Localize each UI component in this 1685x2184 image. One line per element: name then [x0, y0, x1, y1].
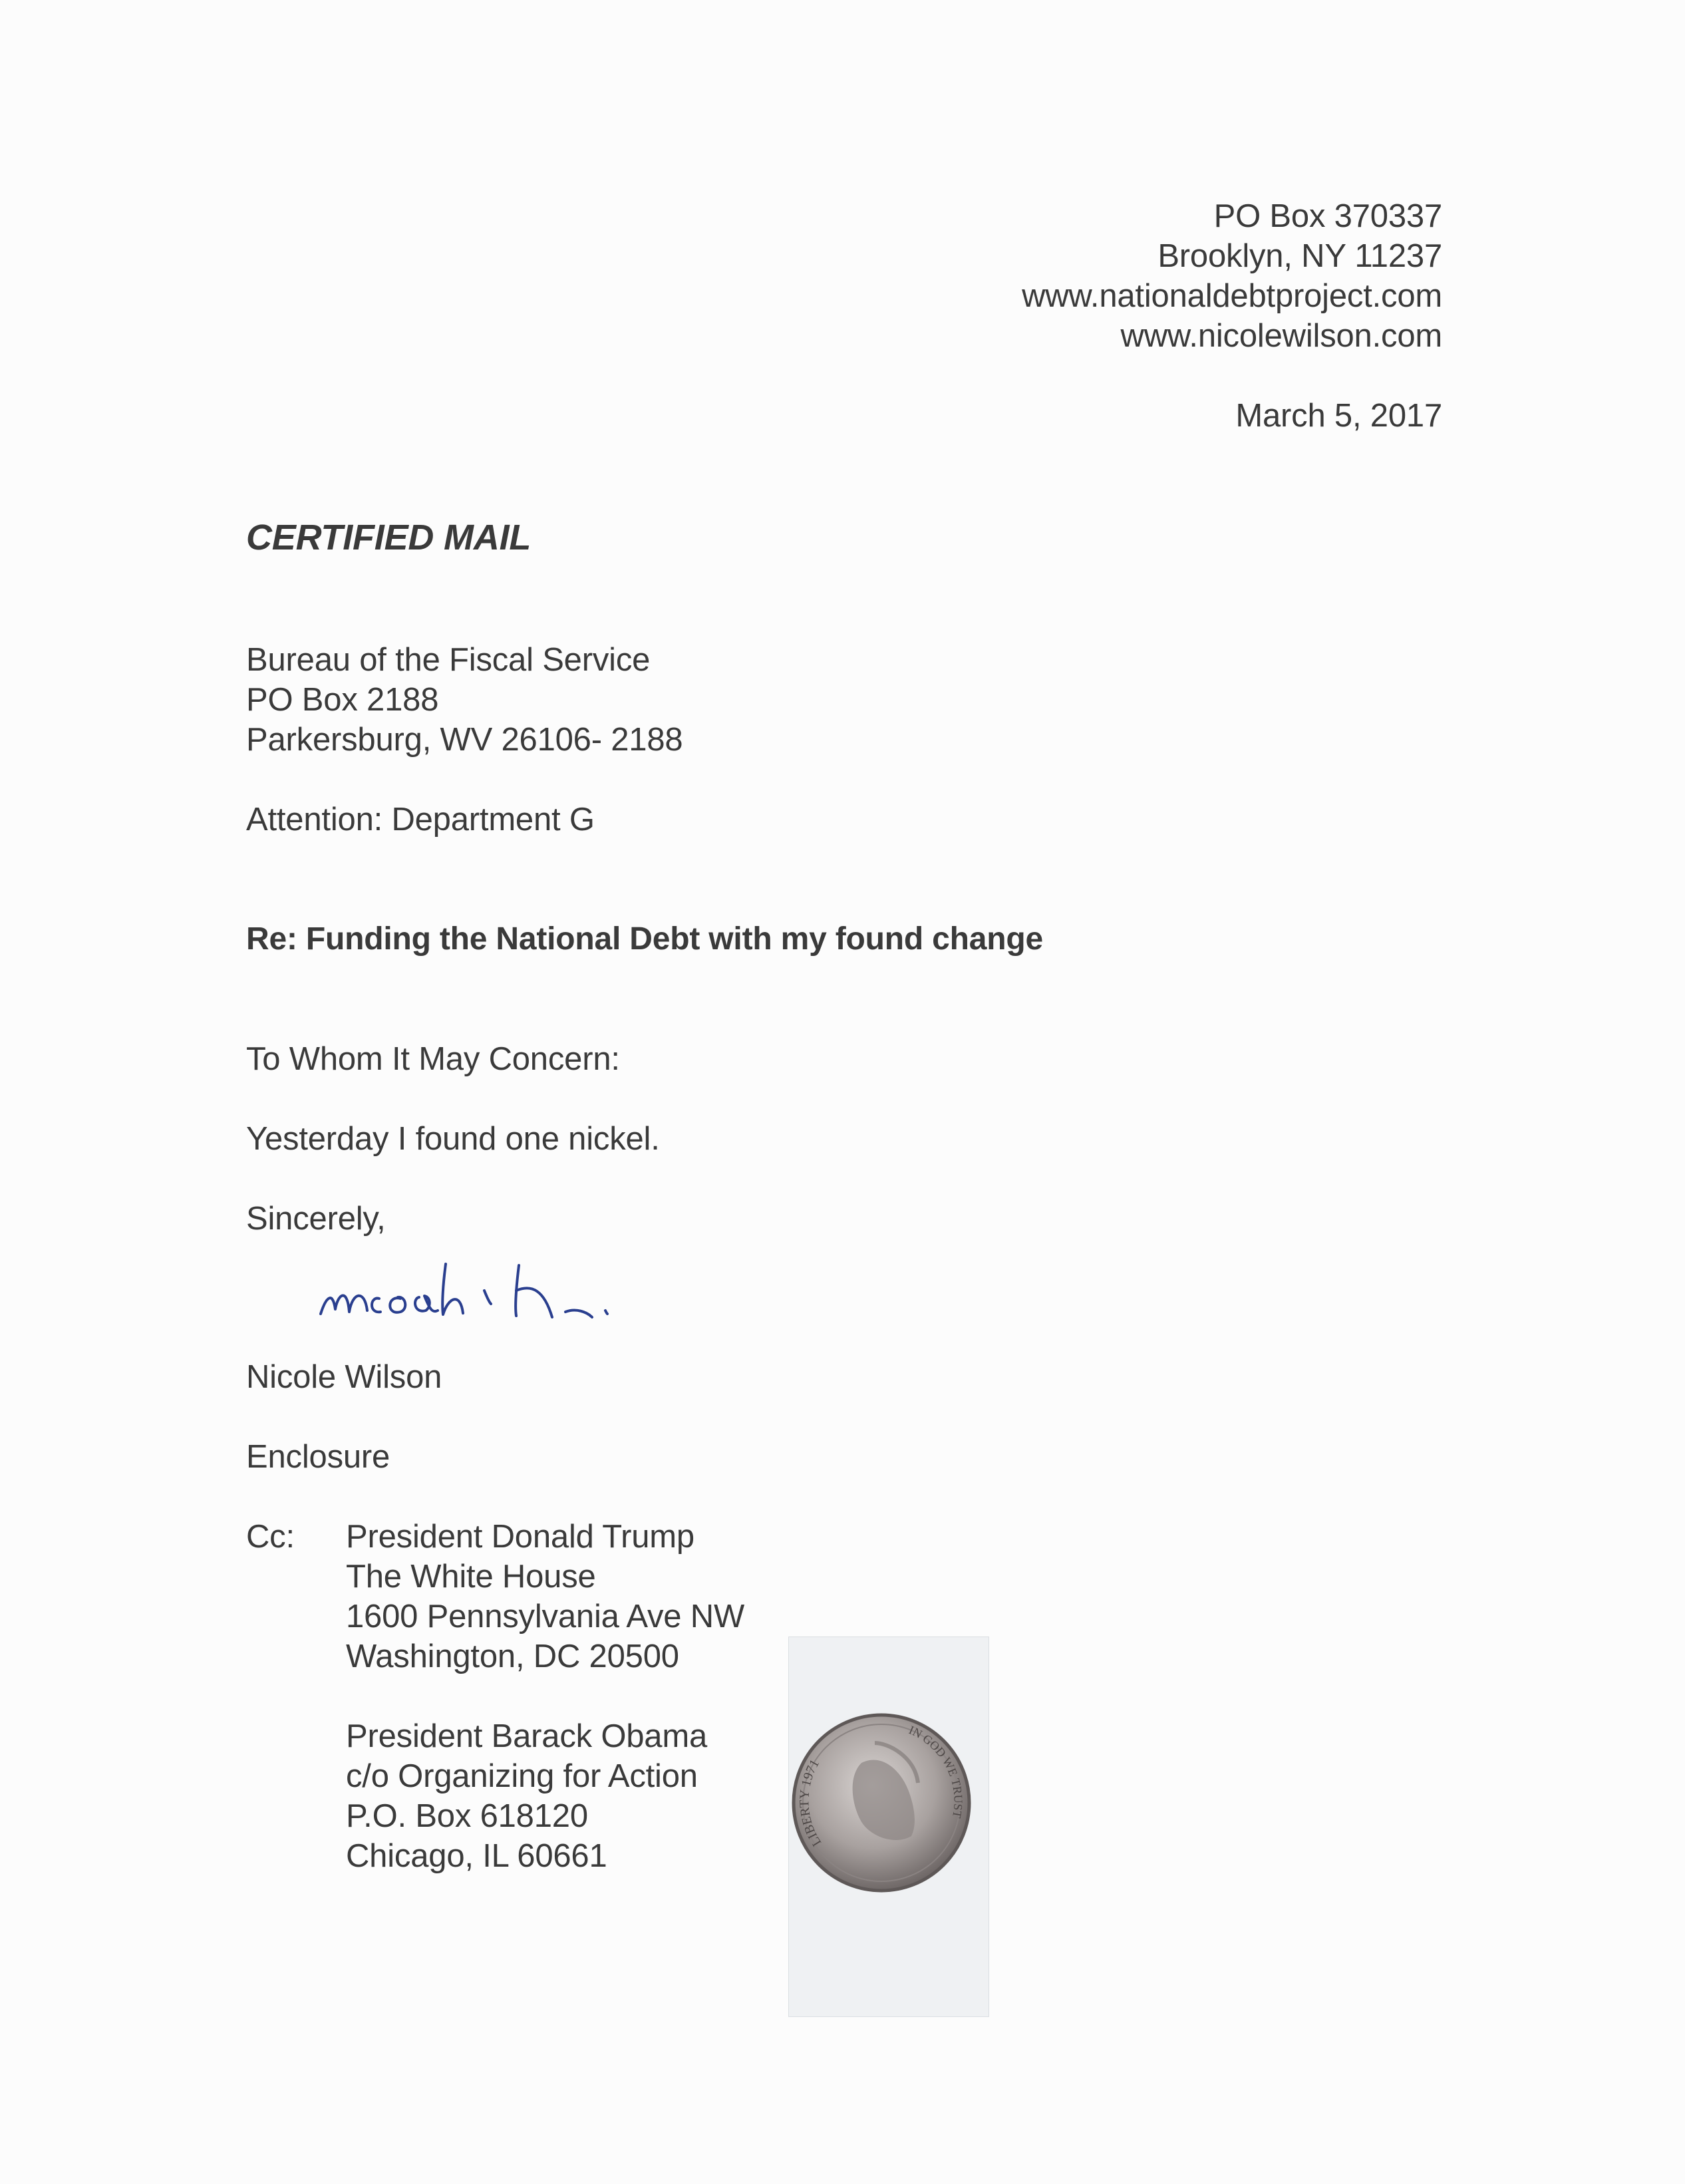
cc-recipient-2-line-4: Chicago, IL 60661: [346, 1838, 607, 1874]
subject-line: Re: Funding the National Debt with my found change: [246, 921, 1043, 957]
nickel-coin: [782, 1703, 981, 1903]
cc-recipient-1-line-1: President Donald Trump: [346, 1519, 694, 1555]
signature-strokes: [321, 1264, 607, 1317]
coin-inscription-right: IN GOD WE TRUST: [907, 1723, 965, 1819]
recipient-po-box: PO Box 2188: [246, 682, 439, 718]
recipient-attention: Attention: Department G: [246, 802, 595, 838]
closing: Sincerely,: [246, 1201, 386, 1237]
cc-recipient-2-line-1: President Barack Obama: [346, 1718, 708, 1754]
sender-po-box: PO Box 370337: [1213, 198, 1442, 234]
sender-website-1: www.nationaldebtproject.com: [1022, 278, 1442, 314]
cc-recipient-1-line-4: Washington, DC 20500: [346, 1638, 679, 1674]
handwritten-signature: [313, 1251, 659, 1344]
cc-recipient-1-line-2: The White House: [346, 1559, 596, 1595]
letter-date: March 5, 2017: [1235, 398, 1442, 434]
sender-website-2: www.nicolewilson.com: [1120, 318, 1442, 354]
coin-inscription-left: LIBERTY 1971: [797, 1757, 825, 1849]
recipient-name: Bureau of the Fiscal Service: [246, 642, 651, 678]
sender-city-line: Brooklyn, NY 11237: [1157, 238, 1442, 274]
signer-name: Nicole Wilson: [246, 1359, 442, 1395]
recipient-city-line: Parkersburg, WV 26106- 2188: [246, 722, 683, 758]
mail-type-heading: CERTIFIED MAIL: [246, 518, 532, 557]
salutation: To Whom It May Concern:: [246, 1041, 620, 1077]
cc-recipient-2-line-2: c/o Organizing for Action: [346, 1758, 698, 1794]
cc-recipient-1-line-3: 1600 Pennsylvania Ave NW: [346, 1599, 744, 1635]
body-message: Yesterday I found one nickel.: [246, 1121, 660, 1157]
cc-label: Cc:: [246, 1519, 295, 1555]
enclosure-note: Enclosure: [246, 1439, 390, 1475]
cc-recipient-2-line-3: P.O. Box 618120: [346, 1798, 588, 1834]
